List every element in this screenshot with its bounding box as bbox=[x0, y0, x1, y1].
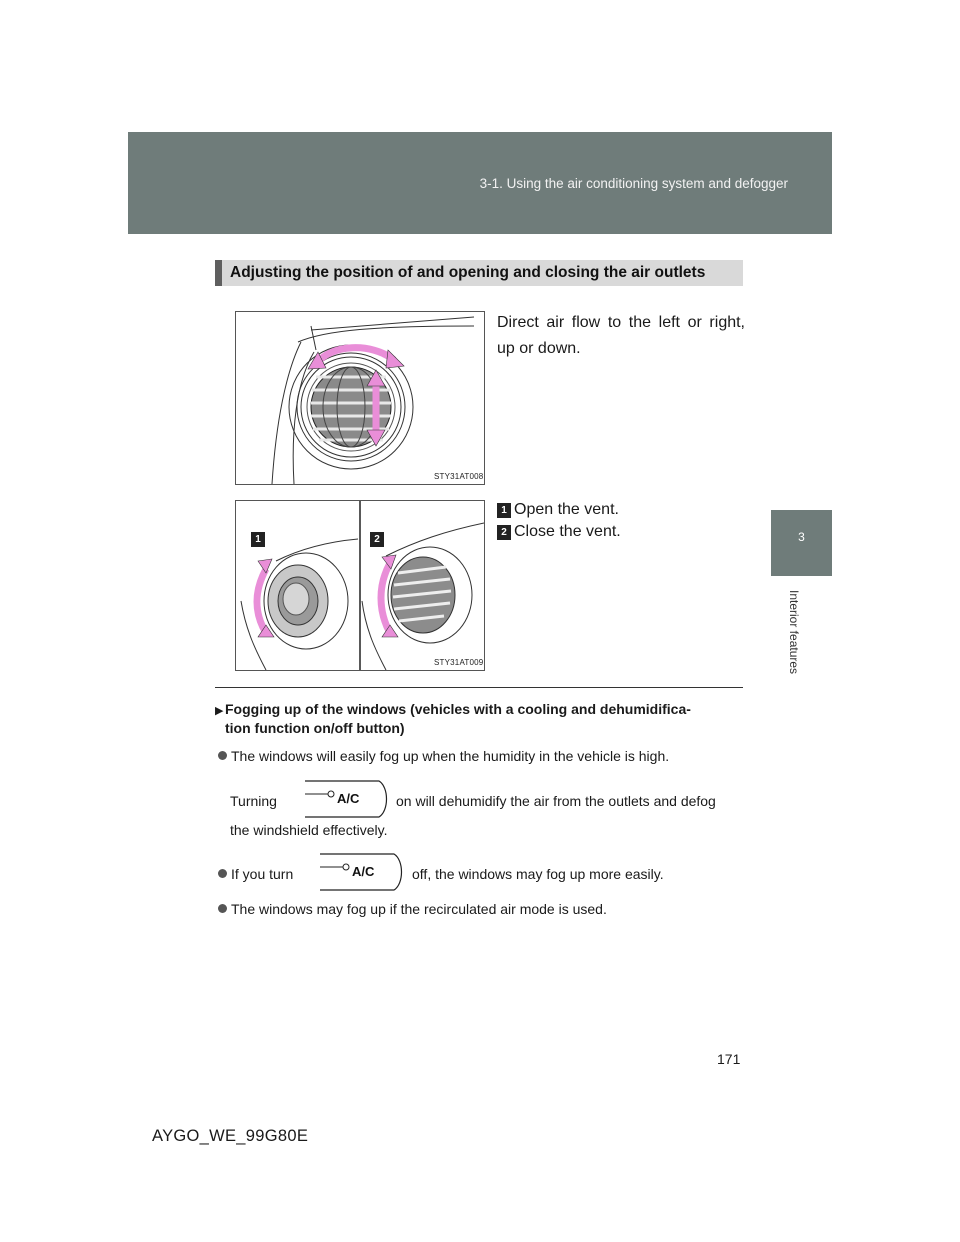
note-bullet-3 bbox=[218, 901, 607, 917]
note-bullet-1-text: The windows will easily fog up when the humidity in the vehicle is high. bbox=[231, 748, 670, 764]
page-number: 171 bbox=[717, 1051, 741, 1067]
section-title: 3-1. Using the air conditioning system and defogger bbox=[479, 176, 788, 191]
document-code: AYGO_WE_99G80E bbox=[152, 1127, 309, 1145]
figure-code: STY31AT009 bbox=[434, 658, 484, 667]
turning-post-text: on will dehumidify the air from the outlets and defog bbox=[396, 793, 716, 809]
vent-direction-figure bbox=[235, 311, 485, 485]
turning-line bbox=[230, 793, 277, 809]
turning-line-2 bbox=[230, 822, 387, 838]
note-bullet-2-post-text: off, the windows may fog up more easily. bbox=[412, 866, 664, 882]
note-heading-line2: tion function on/off button) bbox=[225, 720, 405, 736]
turning-post-line bbox=[396, 793, 716, 809]
triangle-icon: ▶ bbox=[215, 705, 224, 717]
figure-code: STY31AT008 bbox=[434, 472, 484, 481]
figure-badge-2: 2 bbox=[370, 532, 384, 547]
step-badge-1: 1 bbox=[497, 503, 511, 518]
step-badge-2: 2 bbox=[497, 525, 511, 540]
chapter-label-wrap bbox=[787, 590, 807, 700]
chapter-tab bbox=[771, 510, 832, 576]
turning-pre-text: Turning bbox=[230, 793, 277, 809]
header-band bbox=[128, 132, 832, 234]
figure-badge-1: 1 bbox=[251, 532, 265, 547]
vent-open-close-figure bbox=[235, 500, 485, 671]
step-text-1: Open the vent. bbox=[514, 501, 619, 518]
turning-line-2-text: the windshield effectively. bbox=[230, 822, 388, 838]
chapter-label: Interior features bbox=[787, 590, 801, 675]
ac-button-icon bbox=[318, 852, 406, 892]
ac-button-label: A/C bbox=[337, 791, 360, 806]
ac-button-label: A/C bbox=[352, 864, 375, 879]
bullet-icon bbox=[218, 751, 227, 760]
note-bullet-1 bbox=[218, 748, 669, 764]
section-heading bbox=[215, 260, 743, 286]
vent-direction-description: Direct air flow to the left or right, up or down. bbox=[497, 314, 745, 357]
section-heading-text: Adjusting the position of and opening and closing the air outlets bbox=[230, 264, 706, 281]
vent-open-close-illustration bbox=[236, 501, 484, 670]
chapter-number: 3 bbox=[798, 530, 805, 544]
vent-direction-illustration bbox=[236, 312, 484, 484]
note-bullet-2-post bbox=[412, 866, 664, 882]
note-bullet-2-pre: If you turn bbox=[231, 866, 294, 882]
note-bullet-3-text: The windows may fog up if the recirculated air mode is used. bbox=[231, 901, 607, 917]
ac-button-icon bbox=[303, 779, 391, 819]
note-heading bbox=[215, 700, 745, 738]
note-heading-line1: Fogging up of the windows (vehicles with a cooling and dehumidifica- bbox=[225, 701, 691, 717]
bullet-icon bbox=[218, 869, 227, 878]
note-bullet-2 bbox=[218, 866, 293, 882]
vent-direction-text bbox=[497, 310, 745, 362]
section-divider bbox=[215, 687, 743, 688]
vent-step-2 bbox=[497, 519, 621, 545]
bullet-icon bbox=[218, 904, 227, 913]
step-text-2: Close the vent. bbox=[514, 523, 621, 540]
